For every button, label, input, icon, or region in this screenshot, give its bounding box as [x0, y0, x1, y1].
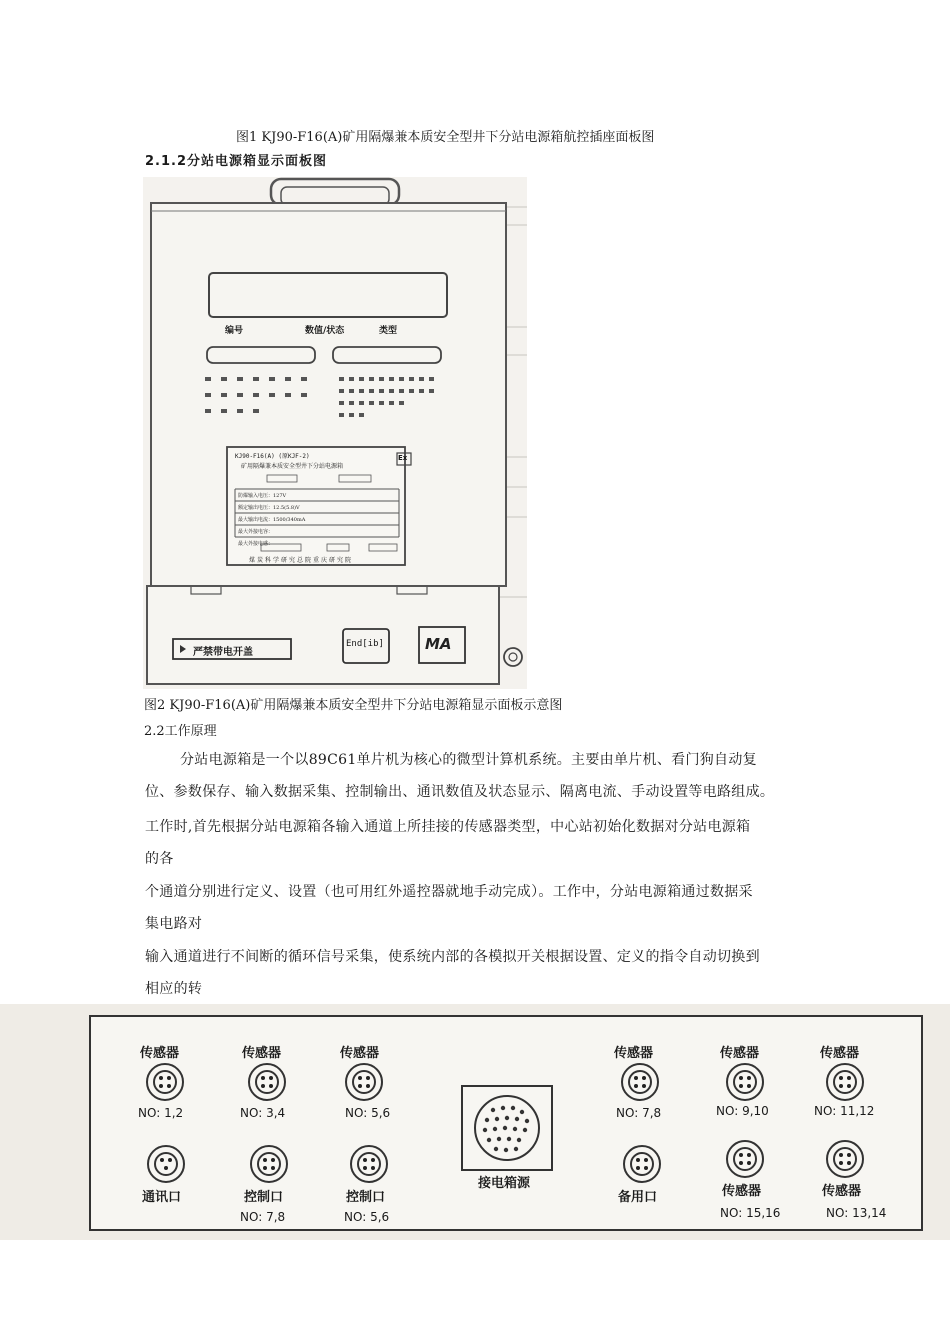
col-label-value: 数值/状态: [305, 326, 345, 336]
socket-label: 传感器: [614, 1046, 654, 1061]
paragraph-line: 个通道分别进行定义、设置（也可用红外遥控器就地手动完成）。工作中，分站电源箱通过数据采: [145, 884, 753, 900]
socket-number: NO: 7,8: [240, 1210, 286, 1224]
ex-mark: Ex: [398, 454, 408, 462]
paragraph-line: 输入通道进行不间断的循环信号采集，使系统内部的各模拟开关根据设置、定义的指令自动切换到: [145, 949, 760, 965]
display-panel-drawing: [143, 177, 527, 689]
power-connector-label: 接电箱源: [478, 1176, 531, 1191]
socket-label: 传感器: [140, 1046, 180, 1061]
socket-number: NO: 9,10: [716, 1104, 769, 1118]
ma-logo: MA: [425, 635, 452, 653]
display-panel-figure: [143, 177, 527, 689]
socket-number: NO: 11,12: [814, 1104, 875, 1118]
paragraph-line: 相应的转: [145, 981, 203, 997]
socket-number: NO: 3,4: [240, 1106, 286, 1120]
figure-1-caption: 图1 KJ90-F16(A)矿用隔爆兼本质安全型井下分站电源箱航控插座面板图: [236, 130, 655, 145]
nameplate-row: 最大外接电容：: [238, 529, 274, 535]
nameplate-row: 最大输出电流：1500/340mA: [238, 517, 306, 523]
section-heading-2-1-2: 2.1.2分站电源箱显示面板图: [145, 154, 328, 169]
nameplate-row: 最大外接电感：: [238, 541, 274, 547]
socket-label: 通讯口: [142, 1190, 182, 1205]
socket-label: 传感器: [720, 1046, 760, 1061]
paragraph-line: 工作时,首先根据分站电源箱各输入通道上所挂接的传感器类型，中心站初始化数据对分站电源箱: [145, 819, 751, 835]
socket-number: NO: 7,8: [616, 1106, 662, 1120]
socket-panel-figure: [0, 1004, 950, 1240]
warning-label: 严禁带电开盖: [193, 647, 253, 658]
socket-label: 传感器: [722, 1184, 762, 1199]
socket-label: 传感器: [340, 1046, 380, 1061]
socket-label: 控制口: [346, 1190, 386, 1205]
nameplate-title: KJ90-F16(A) (原KJF-2): [235, 453, 310, 460]
socket-number: NO: 5,6: [345, 1106, 391, 1120]
paragraph-line: 的各: [145, 851, 174, 867]
socket-number: NO: 15,16: [720, 1206, 781, 1220]
paragraph-line: 位、参数保存、输入数据采集、控制输出、通讯数值及状态显示、隔离电流、手动设置等电路组成。: [145, 784, 775, 800]
figure-2-caption: 图2 KJ90-F16(A)矿用隔爆兼本质安全型井下分站电源箱显示面板示意图: [144, 698, 563, 713]
paragraph-line: 分站电源箱是一个以89C61单片机为核心的微型计算机系统。主要由单片机、看门狗自动复: [180, 752, 757, 768]
nameplate-footer: 煤炭科学研究总院重庆研究院: [249, 557, 354, 564]
socket-number: NO: 5,6: [344, 1210, 390, 1224]
socket-label: 备用口: [618, 1190, 658, 1205]
col-label-type: 类型: [379, 326, 398, 336]
socket-label: 传感器: [242, 1046, 282, 1061]
section-heading-2-2: 2.2工作原理: [144, 724, 217, 739]
socket-label: 控制口: [244, 1190, 284, 1205]
nameplate-subtitle: 矿用隔爆兼本质安全型井下分站电源箱: [241, 463, 344, 470]
nameplate-row: 防爆输入电压：127V: [238, 493, 287, 499]
socket-number: NO: 13,14: [826, 1206, 887, 1220]
nameplate-row: 额定输出电压：12.5(5.8)V: [238, 505, 300, 511]
socket-number: NO: 1,2: [138, 1106, 184, 1120]
socket-label: 传感器: [822, 1184, 862, 1199]
col-label-number: 编号: [225, 326, 244, 336]
endtib-label: End[ib]: [346, 639, 384, 649]
paragraph-line: 集电路对: [145, 916, 203, 932]
socket-label: 传感器: [820, 1046, 860, 1061]
